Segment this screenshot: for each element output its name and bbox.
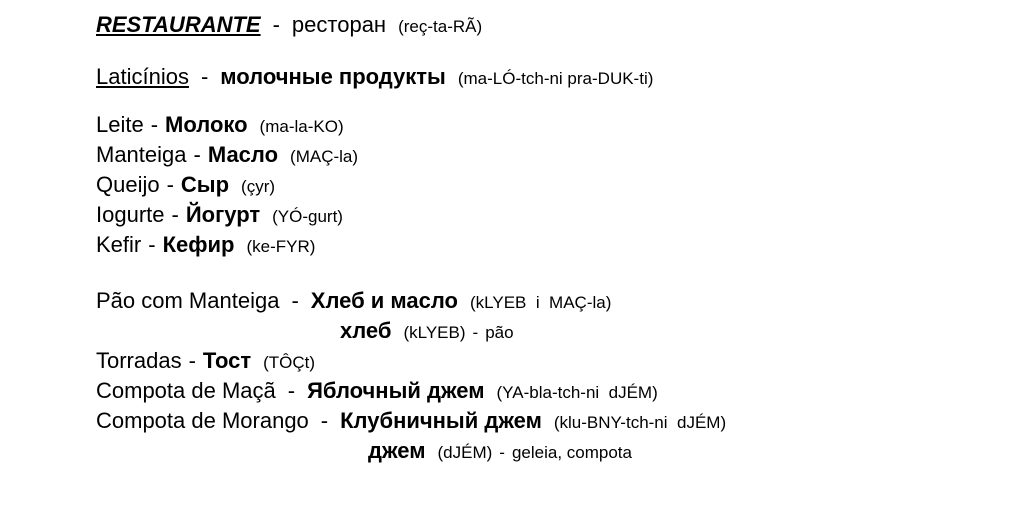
sub-item-portuguese: pão — [485, 323, 514, 342]
section-russian: молочные продукты — [220, 64, 446, 89]
list-item — [96, 144, 1024, 166]
item-transliteration: (ma-la-KO) — [259, 117, 344, 136]
item-separator: - — [188, 348, 196, 373]
item-portuguese: Queijo — [96, 172, 160, 197]
section-separator: - — [200, 64, 209, 89]
item-transliteration: (TÔÇt) — [263, 353, 316, 372]
list-item — [96, 290, 1024, 312]
sub-item-bread — [96, 320, 1024, 342]
item-russian: Йогурт — [185, 202, 261, 227]
item-russian: Яблочный джем — [307, 378, 485, 403]
list-item — [96, 350, 1024, 372]
item-transliteration: (klu-BNY-tch-ni dJÉM) — [553, 413, 727, 432]
list-item — [96, 234, 1024, 256]
item-russian: Молоко — [165, 112, 248, 137]
sub-item-separator: - — [499, 443, 505, 462]
list-item — [96, 174, 1024, 196]
item-transliteration: (YÓ-gurt) — [272, 207, 343, 226]
item-transliteration: (ke-FYR) — [246, 237, 316, 256]
item-portuguese: Torradas — [96, 348, 182, 373]
item-separator: - — [291, 288, 299, 313]
title-portuguese: RESTAURANTE — [96, 12, 261, 37]
item-russian: Масло — [207, 142, 279, 167]
item-separator: - — [148, 232, 156, 257]
list-item — [96, 410, 1024, 432]
title-separator: - — [272, 12, 280, 37]
item-separator: - — [150, 112, 159, 137]
sub-item-transliteration: (kLYEB) — [403, 323, 466, 342]
item-transliteration: (MAÇ-la) — [290, 147, 359, 166]
list-item — [96, 204, 1024, 226]
item-separator: - — [166, 172, 174, 197]
item-russian: Кефир — [162, 232, 235, 257]
list-item — [96, 380, 1024, 402]
item-separator: - — [193, 142, 201, 167]
item-portuguese: Manteiga — [96, 142, 187, 167]
item-russian: Клубничный джем — [340, 408, 542, 433]
item-portuguese: Compota de Maçã — [96, 378, 276, 403]
sub-item-transliteration: (dJÉM) — [437, 443, 493, 462]
sub-item-separator: - — [472, 323, 479, 342]
sub-item-jam — [96, 440, 1024, 462]
item-portuguese: Pão com Manteiga — [96, 288, 280, 313]
sub-item-russian: джем — [368, 438, 426, 463]
item-transliteration: (kLYEB i MAÇ-la) — [470, 293, 612, 312]
list-item — [96, 114, 1024, 136]
section-heading — [96, 66, 1024, 88]
item-portuguese: Kefir — [96, 232, 142, 257]
item-transliteration: (YA-bla-tch-ni dJÉM) — [496, 383, 658, 402]
item-separator: - — [320, 408, 329, 433]
title-russian: ресторан — [291, 12, 387, 37]
section-transliteration: (ma-LÓ-tch-ni pra-DUK-ti) — [457, 69, 654, 88]
item-russian: Хлеб и масло — [310, 288, 458, 313]
item-separator: - — [171, 202, 179, 227]
item-transliteration: (çyr) — [241, 177, 276, 196]
item-portuguese: Leite — [96, 112, 144, 137]
item-russian: Сыр — [180, 172, 230, 197]
sub-item-portuguese: geleia, compota — [511, 443, 632, 462]
title-line — [96, 14, 1024, 36]
item-separator: - — [287, 378, 296, 403]
section-portuguese: Laticínios — [96, 64, 189, 89]
sub-item-russian: хлеб — [340, 318, 392, 343]
title-transliteration: (reç-ta-RÃ) — [398, 17, 483, 36]
item-russian: Тост — [202, 348, 252, 373]
item-portuguese: Iogurte — [96, 202, 165, 227]
item-portuguese: Compota de Morango — [96, 408, 309, 433]
